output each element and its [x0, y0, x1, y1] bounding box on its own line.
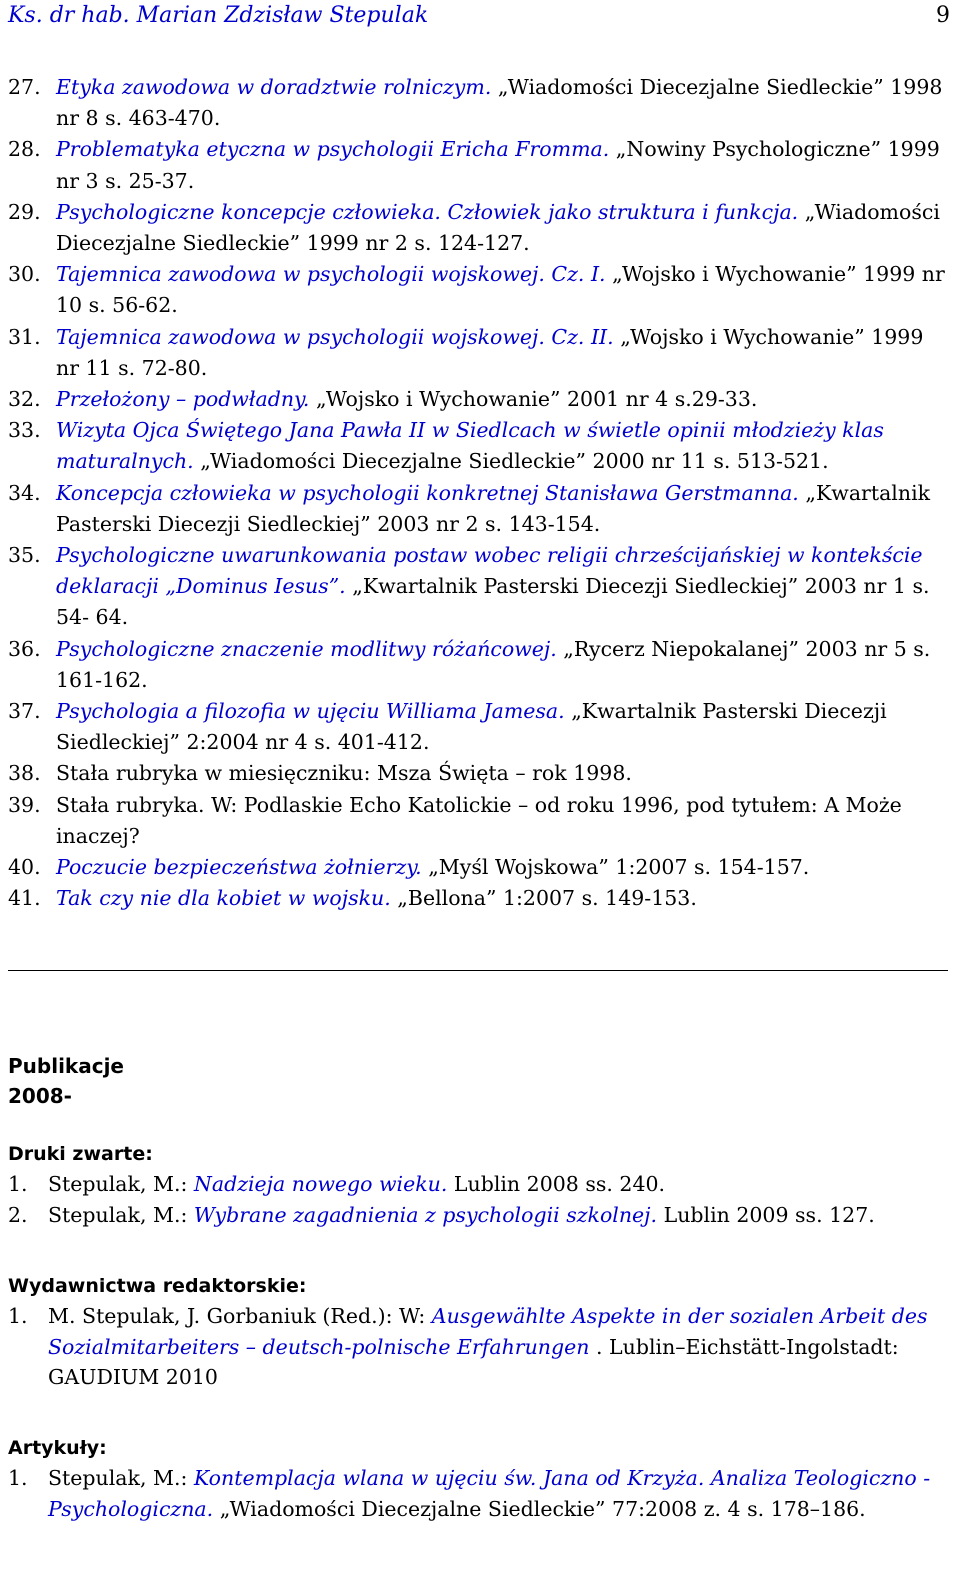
entry-text	[56, 790, 952, 852]
entry-number: 39.	[8, 792, 41, 817]
entry-text	[56, 134, 952, 196]
section-divider	[8, 970, 948, 971]
bibliography-entry	[8, 415, 952, 477]
editorial-list	[8, 1301, 952, 1393]
item-text	[48, 1169, 952, 1200]
entry-source: „Kwartalnik Pasterski Diecezji Siedleckiej” 2003 nr 2 s. 143-154.	[56, 480, 931, 536]
bibliography-list	[8, 72, 952, 914]
entry-text	[56, 883, 952, 914]
entry-title: Psychologiczne uwarunkowania postaw wobec religii chrześcijańskiej w kontekście deklaracji „Dominus Iesus”.	[56, 543, 923, 599]
entry-source: „Rycerz Niepokalanej” 2003 nr 5 s. 161-162.	[56, 636, 931, 692]
bibliography-entry	[8, 384, 952, 415]
books-item	[8, 1169, 952, 1200]
entry-number: 34.	[8, 480, 41, 505]
bibliography-entry	[8, 758, 952, 789]
editorial-heading: Wydawnictwa redaktorskie:	[8, 1275, 307, 1297]
entry-source: „Nowiny Psychologiczne” 1999 nr 3 s. 25-37.	[56, 137, 940, 193]
entry-title: Tak czy nie dla kobiet w wojsku.	[56, 886, 391, 911]
entry-text	[56, 696, 952, 758]
entry-source: „Wiadomości Diecezjalne Siedleckie” 1999 nr 2 s. 124-127.	[56, 199, 940, 256]
entry-text	[56, 259, 952, 321]
item-details: „Wiadomości Diecezjalne Siedleckie” 77:2008 z. 4 s. 178–186.	[213, 1496, 866, 1521]
entry-source: „Wojsko i Wychowanie” 1999 nr 10 s. 56-62.	[56, 262, 945, 318]
bibliography-entry	[8, 696, 952, 758]
entry-number: 27.	[8, 75, 41, 99]
articles-heading: Artykuły:	[8, 1437, 107, 1459]
entry-number: 29.	[8, 199, 41, 224]
entry-source: „Kwartalnik Pasterski Diecezji Siedleckiej” 2:2004 nr 4 s. 401-412.	[56, 699, 887, 755]
entry-text	[56, 540, 952, 634]
entry-text	[56, 322, 952, 384]
entry-source: „Wiadomości Diecezjalne Siedleckie” 2000 nr 11 s. 513-521.	[193, 449, 829, 474]
entry-title: Tajemnica zawodowa w psychologii wojskowej. Cz. II.	[56, 324, 614, 349]
entry-text	[56, 197, 952, 259]
entry-source: Stała rubryka w miesięczniku: Msza Święta – rok 1998.	[56, 761, 632, 786]
editorial-item	[8, 1301, 952, 1393]
page-number: 9	[936, 3, 950, 28]
articles-item	[8, 1463, 952, 1524]
entry-title: Problematyka etyczna w psychologii Ericha Fromma.	[56, 137, 610, 162]
entry-title: Wizyta Ojca Świętego Jana Pawła II w Siedlcach w świetle opinii młodzieży klas maturalnych.	[56, 418, 884, 474]
entry-title: Przełożony – podwładny.	[56, 387, 310, 412]
entry-source: „Wojsko i Wychowanie” 2001 nr 4 s.29-33.	[309, 387, 758, 412]
entry-number: 32.	[8, 387, 41, 412]
running-title: Ks. dr hab. Marian Zdzisław Stepulak	[8, 3, 429, 28]
bibliography-entry	[8, 790, 952, 852]
entry-text	[56, 415, 952, 477]
item-author: M. Stepulak, J. Gorbaniuk (Red.): W:	[48, 1304, 432, 1328]
books-item	[8, 1200, 952, 1231]
item-author: Stepulak, M.:	[48, 1202, 194, 1227]
item-title: Kontemplacja wlana w ujęciu św. Jana od Krzyża. Analiza Teologiczno - Psychologiczna.	[48, 1466, 931, 1521]
item-text	[48, 1200, 952, 1231]
entry-title: Etyka zawodowa w doradztwie rolniczym.	[56, 75, 492, 99]
entry-title: Tajemnica zawodowa w psychologii wojskowej. Cz. I.	[56, 262, 606, 287]
entry-text	[56, 72, 952, 134]
bibliography-entry	[8, 259, 952, 321]
books-section	[8, 1139, 952, 1230]
item-author: Stepulak, M.:	[48, 1172, 194, 1196]
item-number: 1.	[8, 1172, 28, 1196]
bibliography-entry	[8, 322, 952, 384]
bibliography-entry	[8, 634, 952, 696]
books-list	[8, 1169, 952, 1230]
item-author: Stepulak, M.:	[48, 1466, 194, 1490]
publications-section	[8, 1051, 952, 1111]
entry-title: Poczucie bezpieczeństwa żołnierzy.	[56, 855, 422, 880]
entry-number: 30.	[8, 262, 41, 287]
page-header	[8, 0, 950, 32]
entry-source: „Kwartalnik Pasterski Diecezji Siedleckiej” 2003 nr 1 s. 54- 64.	[56, 574, 930, 630]
entry-source: „Wojsko i Wychowanie” 1999 nr 11 s. 72-80.	[56, 324, 924, 380]
item-details: . Lublin–Eichstätt-Ingolstadt: GAUDIUM 2010	[48, 1334, 899, 1389]
bibliography-entry	[8, 478, 952, 540]
entry-text	[56, 852, 952, 883]
item-number: 1.	[8, 1304, 28, 1328]
item-text	[48, 1301, 952, 1393]
entry-number: 40.	[8, 855, 41, 880]
editorial-section	[8, 1271, 952, 1393]
publications-period: 2008-	[8, 1084, 72, 1108]
entry-number: 41.	[8, 886, 41, 911]
entry-text	[56, 758, 952, 789]
entry-source: Stała rubryka. W: Podlaskie Echo Katolickie – od roku 1996, pod tytułem: A Może inaczej?	[56, 792, 902, 848]
entry-number: 38.	[8, 761, 41, 786]
bibliography-entry	[8, 883, 952, 914]
bibliography-entry	[8, 852, 952, 883]
entry-text	[56, 478, 952, 540]
books-heading: Druki zwarte:	[8, 1143, 153, 1165]
bibliography-entry	[8, 197, 952, 259]
entry-number: 35.	[8, 543, 41, 568]
articles-section	[8, 1433, 952, 1524]
item-details: Lublin 2009 ss. 127.	[657, 1202, 875, 1227]
entry-number: 37.	[8, 699, 41, 724]
entry-source: „Myśl Wojskowa” 1:2007 s. 154-157.	[421, 855, 810, 880]
publications-heading: Publikacje	[8, 1054, 124, 1078]
entry-source: „Wiadomości Diecezjalne Siedleckie” 1998 nr 8 s. 463-470.	[56, 75, 943, 131]
entry-number: 33.	[8, 418, 41, 443]
entry-number: 31.	[8, 324, 41, 349]
entry-title: Psychologiczne znaczenie modlitwy różańcowej.	[56, 636, 557, 661]
bibliography-entry	[8, 134, 952, 196]
entry-text	[56, 384, 952, 415]
item-title: Wybrane zagadnienia z psychologii szkolnej.	[193, 1202, 658, 1227]
bibliography-entry	[8, 72, 952, 134]
entry-title: Psychologia a filozofia w ujęciu Williama Jamesa.	[56, 699, 565, 724]
item-title: Nadzieja nowego wieku.	[193, 1172, 448, 1196]
item-text	[48, 1463, 952, 1524]
entry-title: Koncepcja człowieka w psychologii konkretnej Stanisława Gerstmanna.	[56, 480, 799, 505]
entry-text	[56, 634, 952, 696]
entry-title: Psychologiczne koncepcje człowieka. Człowiek jako struktura i funkcja.	[56, 199, 799, 224]
item-title: Ausgewählte Aspekte in der sozialen Arbeit des Sozialmitarbeiters – deutsch-polnische Erfahrungen	[48, 1304, 928, 1359]
item-number: 1.	[8, 1466, 28, 1490]
entry-number: 36.	[8, 636, 41, 661]
articles-list	[8, 1463, 952, 1524]
entry-source: „Bellona” 1:2007 s. 149-153.	[390, 886, 697, 911]
bibliography-entry	[8, 540, 952, 634]
item-details: Lublin 2008 ss. 240.	[447, 1172, 666, 1196]
item-number: 2.	[8, 1202, 28, 1227]
entry-number: 28.	[8, 137, 41, 162]
